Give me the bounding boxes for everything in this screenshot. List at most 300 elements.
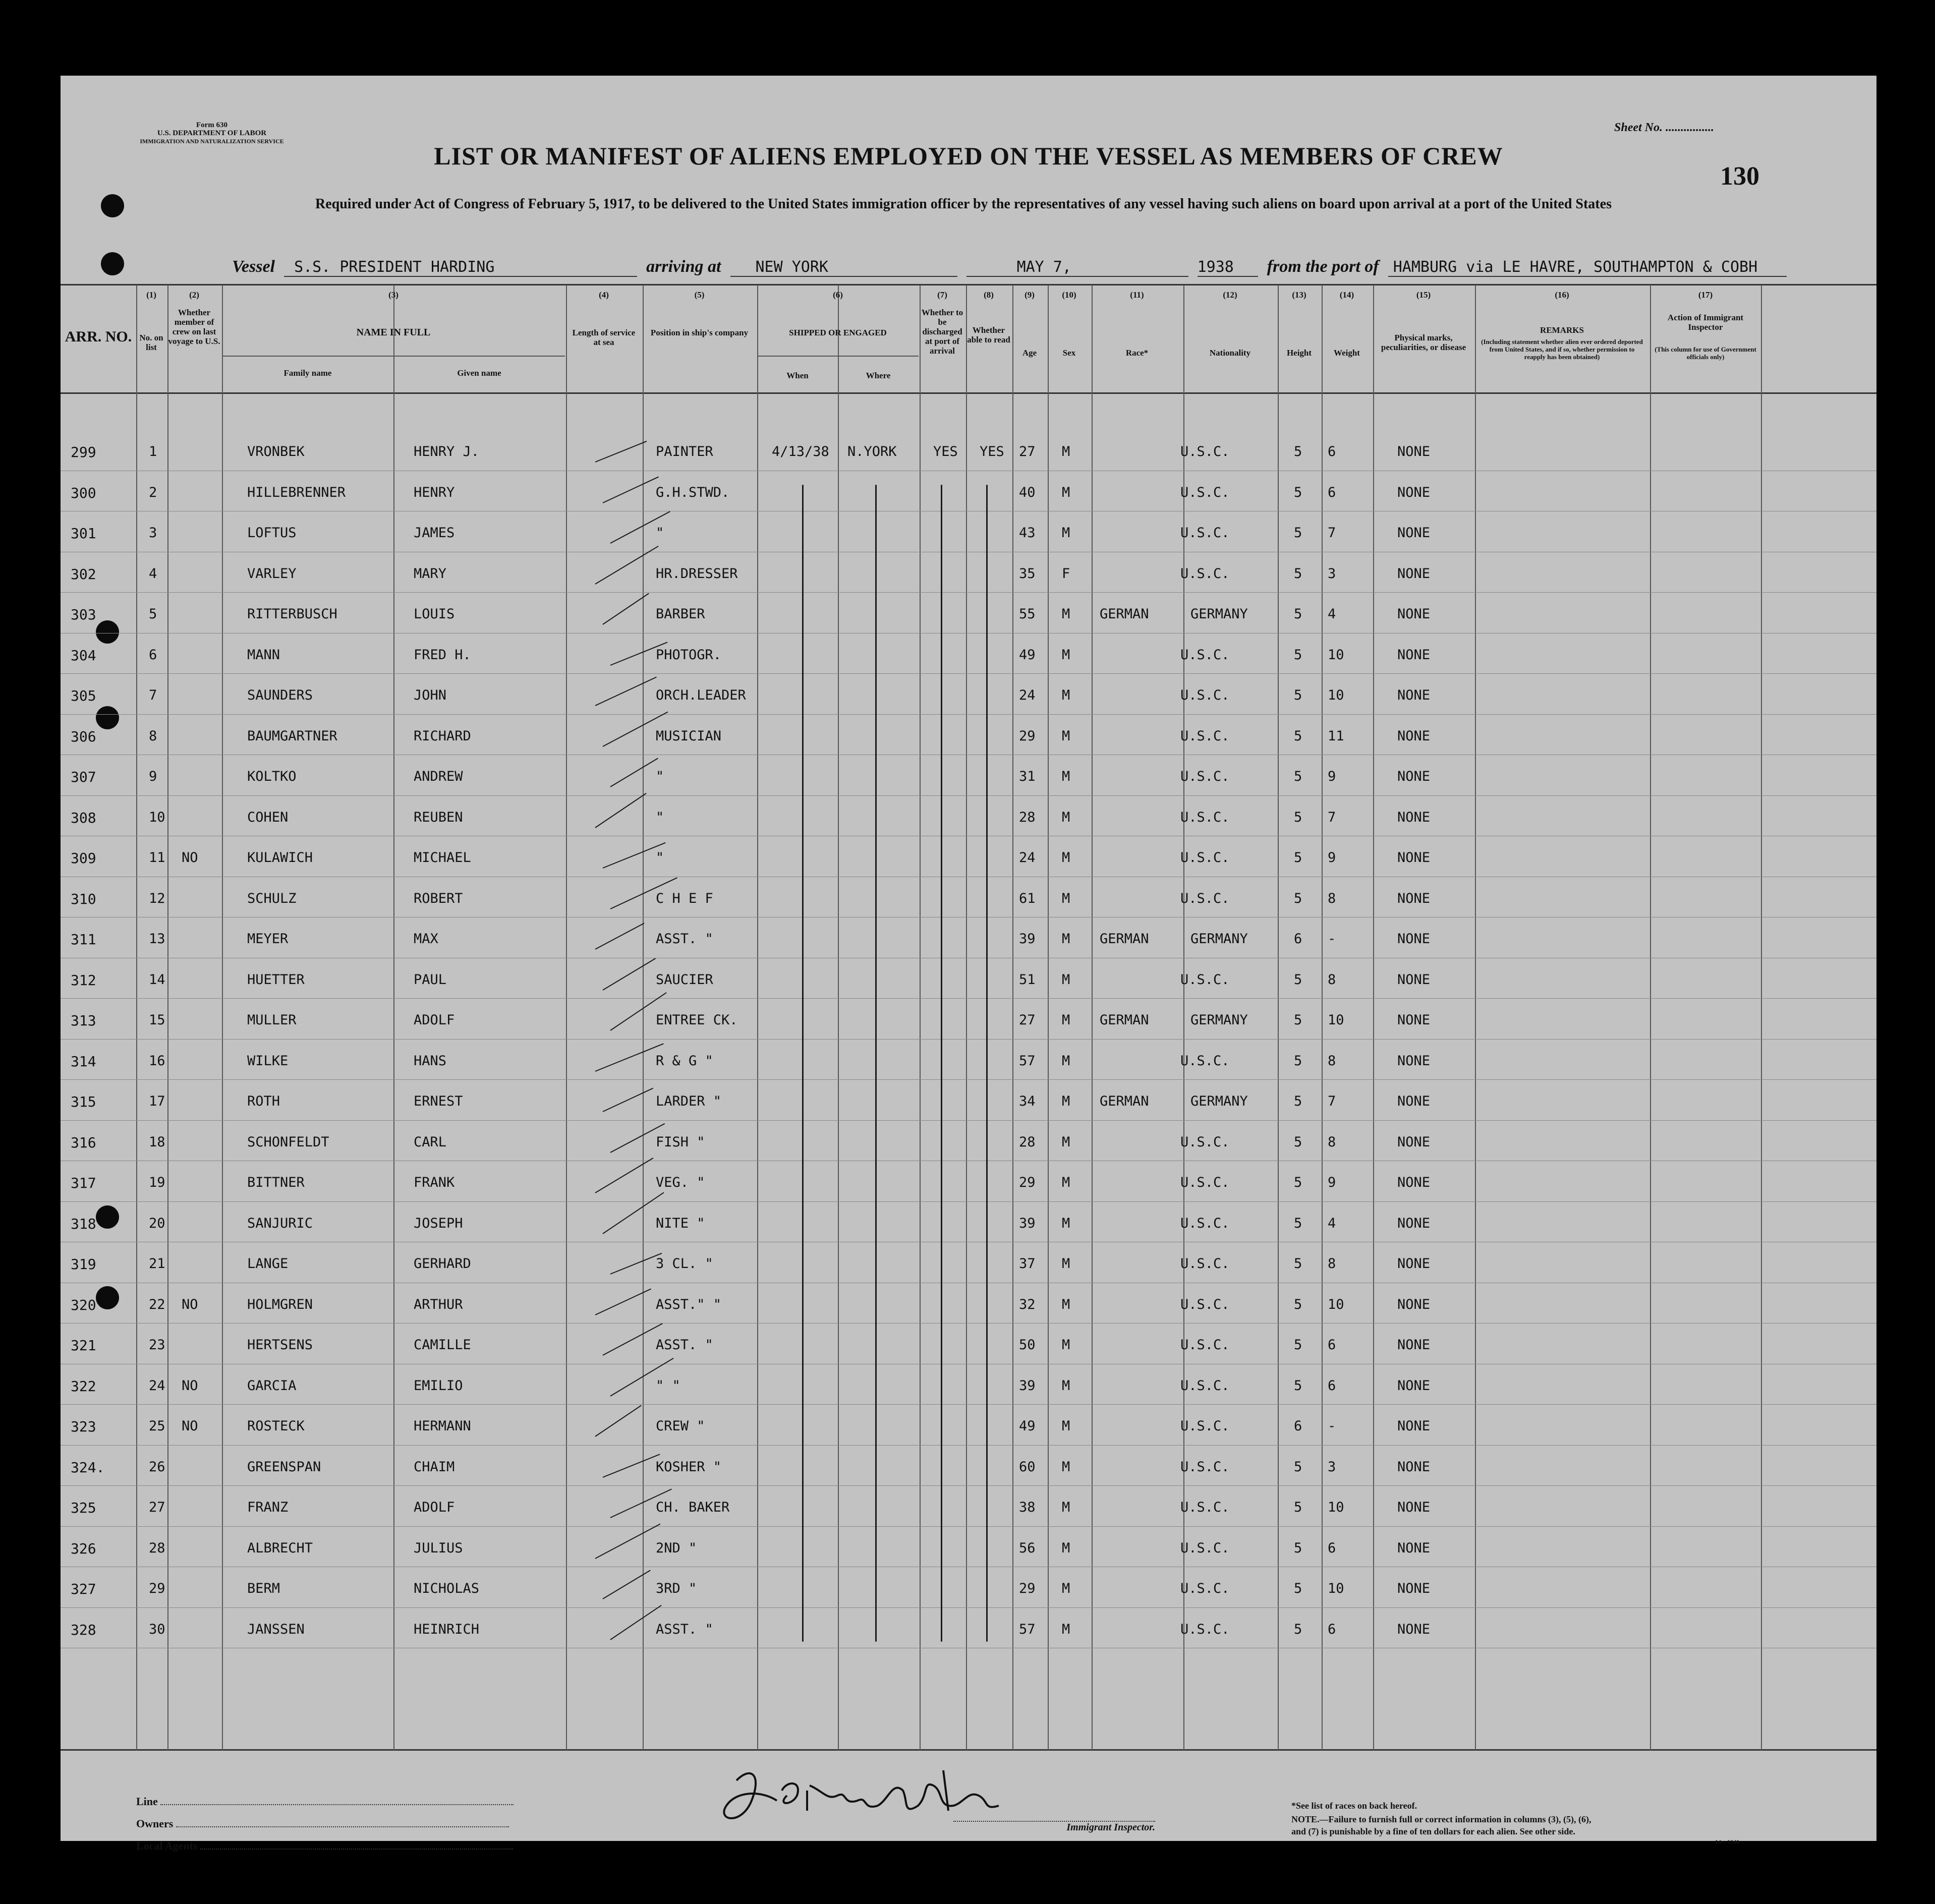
table-row <box>61 1205 1876 1246</box>
cell-physical-marks: NONE <box>1397 484 1431 500</box>
cell-nationality: U.S.C. <box>1180 890 1230 906</box>
cell-arr-no: 320 <box>71 1296 96 1313</box>
cell-height: 5 <box>1294 1093 1302 1109</box>
cell-arr-no: 310 <box>71 890 96 907</box>
cell-weight: 3 <box>1328 565 1336 582</box>
cell-weight: 10 <box>1328 1581 1344 1596</box>
cell-physical-marks: NONE <box>1397 850 1431 866</box>
arrival-port: NEW YORK <box>730 258 957 277</box>
table-row <box>61 1449 1876 1490</box>
cell-height: 5 <box>1294 606 1302 622</box>
cell-nationality: U.S.C. <box>1180 565 1230 582</box>
cell-physical-marks: NONE <box>1397 1499 1431 1515</box>
sheet-number-label: Sheet No. ................ <box>1614 121 1714 134</box>
cell-row-number: 27 <box>149 1499 165 1515</box>
cell-family-name: HILLEBRENNER <box>247 484 346 500</box>
col-3a-family-name: Family name <box>283 368 332 378</box>
cell-sex: M <box>1062 1175 1070 1190</box>
cell-weight: 6 <box>1328 1337 1336 1353</box>
cell-position: 2ND " <box>656 1540 697 1556</box>
cell-given-name: JOHN <box>414 687 447 703</box>
cell-given-name: FRANK <box>414 1175 455 1190</box>
cell-physical-marks: NONE <box>1397 606 1431 622</box>
cell-position: " " <box>656 1377 680 1394</box>
cell-family-name: BAUMGARTNER <box>247 728 337 744</box>
cell-physical-marks: NONE <box>1397 1012 1431 1028</box>
cell-nationality: U.S.C. <box>1180 1296 1230 1312</box>
table-row <box>61 1287 1876 1328</box>
cell-arr-no: 305 <box>71 687 96 704</box>
cell-given-name: MAX <box>414 931 438 947</box>
cell-nationality: U.S.C. <box>1180 484 1230 500</box>
table-row <box>61 1408 1876 1449</box>
col-4-length-of-service: Length of service at sea <box>572 328 636 347</box>
cell-age: 32 <box>1019 1296 1036 1312</box>
cell-physical-marks: NONE <box>1397 687 1431 703</box>
cell-age: 29 <box>1019 1175 1036 1190</box>
cell-sex: M <box>1062 1256 1070 1272</box>
cell-position: ORCH.LEADER <box>656 687 746 703</box>
cell-family-name: ROSTECK <box>247 1418 305 1434</box>
cell-last-voyage: NO <box>182 1377 198 1394</box>
cell-given-name: CAMILLE <box>414 1337 471 1353</box>
cell-nationality: U.S.C. <box>1180 525 1230 541</box>
cell-family-name: VARLEY <box>247 565 297 582</box>
cell-weight: - <box>1328 931 1336 947</box>
table-row <box>61 1002 1876 1043</box>
cell-row-number: 11 <box>149 850 165 866</box>
cell-weight: - <box>1328 1418 1336 1434</box>
cell-arr-no: 313 <box>71 1012 96 1029</box>
cell-row-number: 21 <box>149 1256 165 1272</box>
cell-family-name: HUETTER <box>247 971 305 988</box>
cell-weight: 4 <box>1328 1215 1336 1231</box>
cell-nationality: U.S.C. <box>1180 850 1230 866</box>
cell-sex: M <box>1062 971 1070 988</box>
cell-given-name: ERNEST <box>414 1093 463 1109</box>
cell-position: MUSICIAN <box>656 728 722 744</box>
table-row <box>61 637 1876 678</box>
cell-arr-no: 328 <box>71 1621 96 1638</box>
cell-position: BARBER <box>656 606 705 622</box>
cell-sex: M <box>1062 769 1070 784</box>
cell-arr-no: 301 <box>71 525 96 542</box>
cell-row-number: 7 <box>149 687 157 703</box>
cell-family-name: MANN <box>247 647 280 663</box>
cell-row-number: 20 <box>149 1215 165 1231</box>
cell-height: 5 <box>1294 769 1302 784</box>
ditto-line <box>941 485 942 1642</box>
col-8-num: (8) <box>984 290 994 300</box>
cell-sex: M <box>1062 809 1070 825</box>
cell-height: 5 <box>1294 525 1302 541</box>
col-5-position: Position in ship's company <box>650 328 749 337</box>
cell-family-name: JANSSEN <box>247 1621 305 1637</box>
cell-row-number: 2 <box>149 484 157 500</box>
cell-height: 5 <box>1294 728 1302 744</box>
cell-family-name: HOLMGREN <box>247 1296 313 1312</box>
cell-sex: M <box>1062 525 1070 541</box>
cell-physical-marks: NONE <box>1397 931 1431 947</box>
col-10-sex: Sex <box>1062 348 1076 358</box>
cell-given-name: JOSEPH <box>414 1215 463 1231</box>
cell-last-voyage: NO <box>182 850 198 866</box>
cell-age: 39 <box>1019 1377 1036 1394</box>
cell-physical-marks: NONE <box>1397 769 1431 784</box>
cell-given-name: MICHAEL <box>414 850 471 866</box>
cell-height: 5 <box>1294 444 1302 459</box>
ditto-line <box>986 485 988 1642</box>
shipped-subheader-rule <box>757 356 919 357</box>
races-note: *See list of races on back hereof. <box>1291 1801 1417 1811</box>
cell-nationality: U.S.C. <box>1180 1377 1230 1394</box>
cell-age: 56 <box>1019 1540 1036 1556</box>
cell-nationality: U.S.C. <box>1180 1540 1230 1556</box>
cell-sex: M <box>1062 1499 1070 1515</box>
cell-position: ASST. " <box>656 1337 713 1353</box>
cell-shipped-where: N.YORK <box>847 444 897 459</box>
line-label: Line <box>136 1795 158 1808</box>
cell-row-number: 12 <box>149 890 165 906</box>
table-row <box>61 1246 1876 1287</box>
table-row <box>61 1083 1876 1124</box>
cell-height: 5 <box>1294 1012 1302 1028</box>
penalty-note: NOTE.—Failure to furnish full or correct information in columns (3), (5), (6), and (7) is punishable by a fine of ten dollars for each alien. See other side. <box>1291 1814 1591 1836</box>
cell-sex: M <box>1062 1296 1070 1312</box>
cell-row-number: 23 <box>149 1337 165 1353</box>
cell-physical-marks: NONE <box>1397 565 1431 582</box>
cell-given-name: RICHARD <box>414 728 471 744</box>
cell-given-name: ADOLF <box>414 1499 455 1515</box>
cell-race: GERMAN <box>1100 1012 1149 1028</box>
cell-given-name: REUBEN <box>414 809 463 825</box>
cell-physical-marks: NONE <box>1397 1418 1431 1434</box>
cell-position: PHOTOGR. <box>656 647 722 663</box>
cell-row-number: 5 <box>149 606 157 622</box>
cell-family-name: WILKE <box>247 1053 289 1069</box>
cell-given-name: ARTHUR <box>414 1296 463 1312</box>
cell-given-name: CHAIM <box>414 1459 455 1475</box>
cell-weight: 8 <box>1328 1256 1336 1272</box>
cell-height: 5 <box>1294 1215 1302 1231</box>
cell-family-name: ALBRECHT <box>247 1540 313 1556</box>
cell-height: 6 <box>1294 1418 1302 1434</box>
cell-arr-no: 312 <box>71 971 96 989</box>
cell-age: 57 <box>1019 1621 1036 1637</box>
cell-family-name: ROTH <box>247 1093 280 1109</box>
col-1-num: (1) <box>146 290 156 300</box>
cell-height: 5 <box>1294 1621 1302 1637</box>
col-1-no-on-list: No. on list <box>139 333 163 352</box>
cell-physical-marks: NONE <box>1397 444 1431 459</box>
cell-weight: 6 <box>1328 1621 1336 1637</box>
cell-sex: M <box>1062 1540 1070 1556</box>
form-number: Form 630 <box>196 121 228 129</box>
cell-last-voyage: NO <box>182 1418 198 1434</box>
cell-row-number: 15 <box>149 1012 165 1028</box>
col-13-num: (13) <box>1292 290 1306 300</box>
cell-nationality: U.S.C. <box>1180 1215 1230 1231</box>
cell-nationality: U.S.C. <box>1180 444 1230 459</box>
cell-height: 5 <box>1294 1499 1302 1515</box>
cell-nationality: U.S.C. <box>1180 1175 1230 1190</box>
cell-arr-no: 318 <box>71 1215 96 1232</box>
cell-position: HR.DRESSER <box>656 565 738 582</box>
table-row <box>61 921 1876 962</box>
cell-physical-marks: NONE <box>1397 1215 1431 1231</box>
cell-nationality: U.S.C. <box>1180 728 1230 744</box>
table-row <box>61 1368 1876 1409</box>
cell-family-name: COHEN <box>247 809 289 825</box>
cell-age: 43 <box>1019 525 1036 541</box>
table-row <box>61 677 1876 718</box>
cell-row-number: 1 <box>149 444 157 459</box>
table-bottom-border <box>61 1749 1876 1751</box>
cell-age: 39 <box>1019 1215 1036 1231</box>
cell-given-name: HENRY <box>414 484 455 500</box>
col-15-num: (15) <box>1416 290 1431 300</box>
cell-row-number: 18 <box>149 1134 165 1150</box>
cell-position: 3 CL. " <box>656 1256 713 1272</box>
cell-family-name: FRANZ <box>247 1499 289 1515</box>
cell-nationality: U.S.C. <box>1180 687 1230 703</box>
cell-weight: 9 <box>1328 1175 1336 1190</box>
cell-given-name: HANS <box>414 1053 447 1069</box>
cell-height: 5 <box>1294 850 1302 866</box>
cell-position: ASST. " <box>656 931 713 947</box>
cell-family-name: SCHONFELDT <box>247 1134 329 1150</box>
cell-shipped-when: 4/13/38 <box>772 444 829 459</box>
cell-row-number: 29 <box>149 1581 165 1596</box>
cell-weight: 7 <box>1328 1093 1336 1109</box>
cell-age: 29 <box>1019 1581 1036 1596</box>
cell-age: 39 <box>1019 931 1036 947</box>
cell-physical-marks: NONE <box>1397 1337 1431 1353</box>
cell-row-number: 28 <box>149 1540 165 1556</box>
cell-age: 61 <box>1019 890 1036 906</box>
cell-row-number: 19 <box>149 1175 165 1190</box>
cell-age: 51 <box>1019 971 1036 988</box>
table-row <box>61 1571 1876 1611</box>
cell-physical-marks: NONE <box>1397 1621 1431 1637</box>
cell-position: ASST." " <box>656 1296 722 1312</box>
cell-sex: M <box>1062 1418 1070 1434</box>
cell-age: 49 <box>1019 647 1036 663</box>
cell-family-name: GREENSPAN <box>247 1459 321 1475</box>
cell-height: 5 <box>1294 565 1302 582</box>
cell-weight: 8 <box>1328 971 1336 988</box>
cell-family-name: KOLTKO <box>247 769 297 784</box>
cell-height: 5 <box>1294 809 1302 825</box>
table-row <box>61 515 1876 556</box>
cell-physical-marks: NONE <box>1397 1134 1431 1150</box>
col-7-discharged: Whether to be discharged at port of arrival <box>921 308 963 356</box>
cell-age: 35 <box>1019 565 1036 582</box>
cell-nationality: U.S.C. <box>1180 1053 1230 1069</box>
cell-family-name: SCHULZ <box>247 890 297 906</box>
cell-height: 5 <box>1294 1053 1302 1069</box>
cell-age: 27 <box>1019 444 1036 459</box>
table-row <box>61 1124 1876 1165</box>
ditto-line <box>875 485 877 1642</box>
cell-given-name: EMILIO <box>414 1377 463 1394</box>
cell-given-name: LOUIS <box>414 606 455 622</box>
cell-weight: 6 <box>1328 1377 1336 1394</box>
cell-sex: M <box>1062 1459 1070 1475</box>
col-6-num: (6) <box>833 290 843 300</box>
cell-weight: 9 <box>1328 850 1336 866</box>
col-17-inspector-action: Action of Immigrant Inspector <box>1667 313 1744 332</box>
cell-family-name: VRONBEK <box>247 444 305 459</box>
cell-arr-no: 323 <box>71 1418 96 1435</box>
departure-port: HAMBURG via LE HAVRE, SOUTHAMPTON & COBH <box>1388 258 1787 277</box>
cell-position: LARDER " <box>656 1093 722 1109</box>
cell-row-number: 14 <box>149 971 165 988</box>
table-row <box>61 1611 1876 1652</box>
cell-position: SAUCIER <box>656 971 713 988</box>
cell-nationality: U.S.C. <box>1180 1621 1230 1637</box>
cell-weight: 10 <box>1328 1296 1344 1312</box>
punch-hole <box>101 194 124 217</box>
col-7-num: (7) <box>937 290 947 300</box>
cell-given-name: HEINRICH <box>414 1621 480 1637</box>
col-15-physical-marks: Physical marks, peculiarities, or disease <box>1381 333 1466 352</box>
cell-nationality: U.S.C. <box>1180 647 1230 663</box>
cell-given-name: ROBERT <box>414 890 463 906</box>
department-name: U.S. DEPARTMENT OF LABOR <box>157 129 267 137</box>
cell-physical-marks: NONE <box>1397 1053 1431 1069</box>
cell-height: 5 <box>1294 971 1302 988</box>
cell-arr-no: 314 <box>71 1053 96 1070</box>
cell-position: CH. BAKER <box>656 1499 730 1515</box>
col-11-race: Race* <box>1125 348 1149 358</box>
table-row <box>61 1327 1876 1368</box>
cell-row-number: 9 <box>149 769 157 784</box>
cell-weight: 4 <box>1328 606 1336 622</box>
cell-family-name: MULLER <box>247 1012 297 1028</box>
cell-sex: M <box>1062 1093 1070 1109</box>
service-name: IMMIGRATION AND NATURALIZATION SERVICE <box>140 138 284 145</box>
table-row <box>61 718 1876 759</box>
cell-age: 50 <box>1019 1337 1036 1353</box>
vessel-label: Vessel <box>232 257 275 276</box>
cell-arr-no: 309 <box>71 850 96 867</box>
cell-position: ENTREE CK. <box>656 1012 738 1028</box>
cell-height: 5 <box>1294 1175 1302 1190</box>
cell-sex: M <box>1062 1053 1070 1069</box>
cell-sex: M <box>1062 1337 1070 1353</box>
cell-given-name: PAUL <box>414 971 447 988</box>
cell-family-name: SANJURIC <box>247 1215 313 1231</box>
cell-age: 27 <box>1019 1012 1036 1028</box>
cell-able-to-read: YES <box>980 444 1004 459</box>
cell-age: 29 <box>1019 728 1036 744</box>
cell-family-name: GARCIA <box>247 1377 297 1394</box>
cell-position: " <box>656 769 664 784</box>
cell-discharged: YES <box>933 444 958 459</box>
cell-row-number: 30 <box>149 1621 165 1637</box>
cell-age: 60 <box>1019 1459 1036 1475</box>
cell-height: 5 <box>1294 484 1302 500</box>
table-row <box>61 962 1876 1003</box>
cell-position: FISH " <box>656 1134 705 1150</box>
cell-nationality: U.S.C. <box>1180 1256 1230 1272</box>
table-row <box>61 475 1876 515</box>
cell-height: 5 <box>1294 1459 1302 1475</box>
cell-height: 5 <box>1294 1296 1302 1312</box>
col-3b-given-name: Given name <box>457 368 501 378</box>
cell-position: CREW " <box>656 1418 705 1434</box>
print-code: 14—1340 <box>1715 1838 1739 1845</box>
cell-weight: 8 <box>1328 890 1336 906</box>
cell-height: 5 <box>1294 1377 1302 1394</box>
cell-physical-marks: NONE <box>1397 1459 1431 1475</box>
cell-arr-no: 324. <box>71 1459 105 1476</box>
cell-age: 24 <box>1019 687 1036 703</box>
cell-arr-no: 327 <box>71 1581 96 1597</box>
cell-given-name: NICHOLAS <box>414 1581 480 1596</box>
cell-nationality: U.S.C. <box>1180 809 1230 825</box>
table-row <box>61 596 1876 637</box>
cell-age: 49 <box>1019 1418 1036 1434</box>
table-top-border <box>61 284 1876 285</box>
cell-height: 5 <box>1294 890 1302 906</box>
col-5-num: (5) <box>694 290 705 300</box>
cell-physical-marks: NONE <box>1397 809 1431 825</box>
cell-nationality: U.S.C. <box>1180 1418 1230 1434</box>
col-16-remarks-note: (Including statement whether alien ever ordered deported from United States, and if so, whether permission to reapply has been obtained) <box>1481 338 1643 361</box>
cell-weight: 7 <box>1328 525 1336 541</box>
cell-position: " <box>656 809 664 825</box>
voyage-line <box>232 257 1796 280</box>
cell-row-number: 22 <box>149 1296 165 1312</box>
cell-sex: F <box>1062 565 1070 582</box>
cell-height: 5 <box>1294 647 1302 663</box>
col-14-num: (14) <box>1339 290 1354 300</box>
cell-weight: 10 <box>1328 647 1344 663</box>
cell-weight: 9 <box>1328 769 1336 784</box>
cell-age: 57 <box>1019 1053 1036 1069</box>
col-12-num: (12) <box>1223 290 1237 300</box>
table-row <box>61 840 1876 881</box>
cell-arr-no: 307 <box>71 769 96 785</box>
cell-physical-marks: NONE <box>1397 890 1431 906</box>
local-agents-label: Local Agents <box>136 1839 198 1852</box>
table-row <box>61 881 1876 921</box>
cell-row-number: 8 <box>149 728 157 744</box>
cell-given-name: ANDREW <box>414 769 463 784</box>
cell-weight: 7 <box>1328 809 1336 825</box>
cell-race: GERMAN <box>1100 1093 1149 1109</box>
page-number: 130 <box>1720 162 1759 191</box>
cell-physical-marks: NONE <box>1397 647 1431 663</box>
cell-last-voyage: NO <box>182 1296 198 1312</box>
cell-row-number: 17 <box>149 1093 165 1109</box>
table-row <box>61 556 1876 597</box>
cell-physical-marks: NONE <box>1397 1256 1431 1272</box>
cell-family-name: RITTERBUSCH <box>247 606 337 622</box>
cell-position: 3RD " <box>656 1581 697 1596</box>
table-row <box>61 1530 1876 1571</box>
table-row <box>61 759 1876 799</box>
cell-sex: M <box>1062 484 1070 500</box>
table-row <box>61 434 1876 475</box>
cell-sex: M <box>1062 728 1070 744</box>
cell-arr-no: 317 <box>71 1175 96 1191</box>
arriving-label: arriving at <box>646 257 721 276</box>
col-6-shipped-engaged: SHIPPED OR ENGAGED <box>789 328 887 337</box>
cell-age: 37 <box>1019 1256 1036 1272</box>
